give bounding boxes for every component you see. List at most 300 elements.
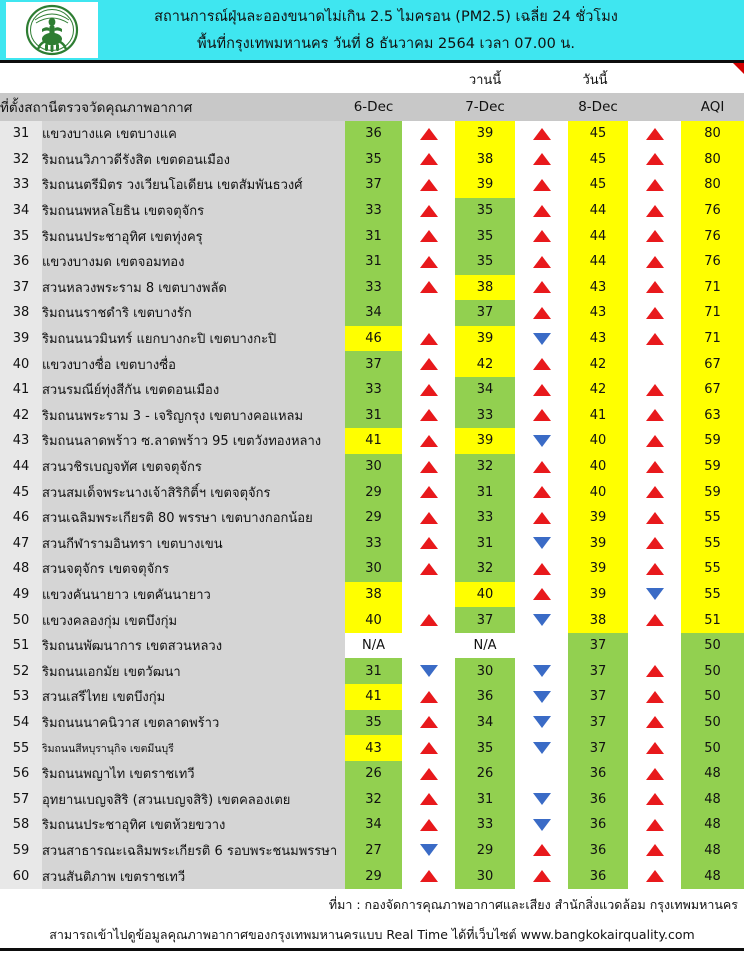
column-header-aqi: AQI bbox=[681, 93, 744, 121]
trend-up-icon bbox=[420, 333, 438, 345]
value-day1: N/A bbox=[345, 633, 402, 659]
station-name: สวนสันติภาพ เขตราชเทวี bbox=[42, 863, 345, 889]
trend-down-icon bbox=[533, 691, 551, 703]
trend-down-icon bbox=[533, 742, 551, 754]
row-index: 55 bbox=[0, 735, 42, 761]
trend-up-icon bbox=[533, 281, 551, 293]
column-header-day2: 7-Dec bbox=[455, 93, 515, 121]
value-day2: 39 bbox=[455, 428, 515, 454]
trend-down-icon bbox=[533, 537, 551, 549]
value-day1: 31 bbox=[345, 249, 402, 275]
value-day2: 30 bbox=[455, 863, 515, 889]
value-day1: 43 bbox=[345, 735, 402, 761]
arrow-day3-to-aqi bbox=[628, 454, 681, 480]
trend-up-icon bbox=[646, 179, 664, 191]
row-index: 41 bbox=[0, 377, 42, 403]
value-aqi: 80 bbox=[681, 147, 744, 173]
trend-up-icon bbox=[646, 768, 664, 780]
arrow-day1-to-day2 bbox=[402, 147, 455, 173]
arrow-day3-to-aqi bbox=[628, 223, 681, 249]
footer-website: สามารถเข้าไปดูข้อมูลคุณภาพอากาศของกรุงเทพมหานครแบบ Real Time ได้ที่เว็บไซต์ www.bangkokairquality.com bbox=[49, 926, 695, 942]
row-index: 49 bbox=[0, 582, 42, 608]
value-aqi: 50 bbox=[681, 684, 744, 710]
arrow-day2-to-day3 bbox=[515, 249, 568, 275]
trend-up-icon bbox=[420, 205, 438, 217]
trend-up-icon bbox=[533, 870, 551, 882]
value-aqi: 71 bbox=[681, 300, 744, 326]
footer-source: ที่มา : กองจัดการคุณภาพอากาศและเสียง สำนักสิ่งแวดล้อม กรุงเทพมหานคร bbox=[328, 896, 738, 912]
arrow-day3-to-aqi bbox=[628, 838, 681, 864]
row-index: 51 bbox=[0, 633, 42, 659]
arrow-day2-to-day3 bbox=[515, 710, 568, 736]
trend-up-icon bbox=[533, 230, 551, 242]
arrow-day1-to-day2 bbox=[402, 607, 455, 633]
trend-up-icon bbox=[420, 563, 438, 575]
value-day1: 35 bbox=[345, 147, 402, 173]
station-name: แขวงคันนายาว เขตคันนายาว bbox=[42, 582, 345, 608]
trend-up-icon bbox=[646, 665, 664, 677]
table-row bbox=[0, 377, 744, 403]
trend-up-icon bbox=[533, 486, 551, 498]
arrow-day2-to-day3 bbox=[515, 812, 568, 838]
trend-up-icon bbox=[646, 333, 664, 345]
arrow-day2-to-day3 bbox=[515, 172, 568, 198]
bangkok-metropolitan-administration-seal-icon bbox=[22, 3, 82, 57]
arrow-day3-to-aqi bbox=[628, 658, 681, 684]
row-index: 60 bbox=[0, 863, 42, 889]
trend-up-icon bbox=[646, 230, 664, 242]
trend-up-icon bbox=[646, 512, 664, 524]
trend-up-icon bbox=[646, 614, 664, 626]
value-day3: 40 bbox=[568, 454, 628, 480]
row-index: 40 bbox=[0, 351, 42, 377]
trend-up-icon bbox=[420, 128, 438, 140]
value-day1: 33 bbox=[345, 377, 402, 403]
trend-down-icon bbox=[646, 588, 664, 600]
arrow-day2-to-day3 bbox=[515, 556, 568, 582]
arrow-day3-to-aqi bbox=[628, 275, 681, 301]
value-aqi: 48 bbox=[681, 812, 744, 838]
trend-up-icon bbox=[420, 358, 438, 370]
value-day2: 33 bbox=[455, 403, 515, 429]
value-day3: 43 bbox=[568, 275, 628, 301]
trend-up-icon bbox=[420, 537, 438, 549]
table-row bbox=[0, 403, 744, 429]
value-day2: 34 bbox=[455, 710, 515, 736]
trend-up-icon bbox=[533, 128, 551, 140]
arrow-day2-to-day3 bbox=[515, 863, 568, 889]
table-row bbox=[0, 786, 744, 812]
header-title-block bbox=[98, 0, 744, 60]
trend-up-icon bbox=[646, 307, 664, 319]
arrow-day1-to-day2 bbox=[402, 479, 455, 505]
arrow-day2-to-day3 bbox=[515, 633, 568, 659]
trend-up-icon bbox=[646, 435, 664, 447]
value-day1: 29 bbox=[345, 863, 402, 889]
arrow-day2-to-day3 bbox=[515, 505, 568, 531]
arrow-day2-to-day3 bbox=[515, 786, 568, 812]
value-day3: 42 bbox=[568, 377, 628, 403]
value-day3: 43 bbox=[568, 300, 628, 326]
value-day2: 30 bbox=[455, 658, 515, 684]
value-aqi: 67 bbox=[681, 351, 744, 377]
arrow-day3-to-aqi bbox=[628, 531, 681, 557]
arrow-day1-to-day2 bbox=[402, 735, 455, 761]
value-day3: 44 bbox=[568, 223, 628, 249]
trend-up-icon bbox=[420, 153, 438, 165]
arrow-day3-to-aqi bbox=[628, 633, 681, 659]
value-aqi: 50 bbox=[681, 633, 744, 659]
trend-up-icon bbox=[420, 409, 438, 421]
table-row bbox=[0, 351, 744, 377]
arrow-day1-to-day2 bbox=[402, 658, 455, 684]
value-day3: 36 bbox=[568, 786, 628, 812]
trend-up-icon bbox=[533, 307, 551, 319]
arrow-day3-to-aqi bbox=[628, 863, 681, 889]
value-day2: 26 bbox=[455, 761, 515, 787]
station-name: สวนสมเด็จพระนางเจ้าสิริกิติ์ฯ เขตจตุจักร bbox=[42, 479, 345, 505]
table-row bbox=[0, 275, 744, 301]
station-name: แขวงบางซื่อ เขตบางซื่อ bbox=[42, 351, 345, 377]
arrow-day2-to-day3 bbox=[515, 838, 568, 864]
trend-up-icon bbox=[646, 870, 664, 882]
page-footer bbox=[0, 889, 744, 951]
arrow-day2-to-day3 bbox=[515, 300, 568, 326]
row-index: 48 bbox=[0, 556, 42, 582]
value-day2: 33 bbox=[455, 812, 515, 838]
arrow-day1-to-day2 bbox=[402, 275, 455, 301]
station-name: ริมถนนนาคนิวาส เขตลาดพร้าว bbox=[42, 710, 345, 736]
value-aqi: 48 bbox=[681, 761, 744, 787]
value-day1: 30 bbox=[345, 454, 402, 480]
arrow-day3-to-aqi bbox=[628, 479, 681, 505]
arrow-day3-to-aqi bbox=[628, 812, 681, 838]
station-name: สวนเสรีไทย เขตบึงกุ่ม bbox=[42, 684, 345, 710]
row-index: 38 bbox=[0, 300, 42, 326]
trend-up-icon bbox=[420, 691, 438, 703]
trend-up-icon bbox=[646, 819, 664, 831]
value-day1: 29 bbox=[345, 505, 402, 531]
trend-down-icon bbox=[533, 819, 551, 831]
trend-up-icon bbox=[533, 384, 551, 396]
value-day3: 44 bbox=[568, 198, 628, 224]
value-day3: 44 bbox=[568, 249, 628, 275]
station-name: ริมถนนพญาไท เขตราชเทวี bbox=[42, 761, 345, 787]
arrow-day2-to-day3 bbox=[515, 377, 568, 403]
arrow-day3-to-aqi bbox=[628, 710, 681, 736]
value-aqi: 48 bbox=[681, 838, 744, 864]
table-row bbox=[0, 121, 744, 147]
value-day3: 39 bbox=[568, 531, 628, 557]
value-aqi: 51 bbox=[681, 607, 744, 633]
arrow-day1-to-day2 bbox=[402, 428, 455, 454]
trend-up-icon bbox=[646, 716, 664, 728]
trend-up-icon bbox=[646, 742, 664, 754]
arrow-day1-to-day2 bbox=[402, 812, 455, 838]
arrow-day1-to-day2 bbox=[402, 121, 455, 147]
station-name: สวนหลวงพระราม 8 เขตบางพลัด bbox=[42, 275, 345, 301]
arrow-day2-to-day3 bbox=[515, 326, 568, 352]
station-name: ริมถนนพระราม 3 - เจริญกรุง เขตบางคอแหลม bbox=[42, 403, 345, 429]
trend-up-icon bbox=[646, 153, 664, 165]
value-day1: 36 bbox=[345, 121, 402, 147]
station-name: ริมถนนราชดำริ เขตบางรัก bbox=[42, 300, 345, 326]
trend-up-icon bbox=[420, 281, 438, 293]
value-day2: 32 bbox=[455, 556, 515, 582]
arrow-day2-to-day3 bbox=[515, 735, 568, 761]
value-day2: 37 bbox=[455, 300, 515, 326]
station-name: สวนจตุจักร เขตจตุจักร bbox=[42, 556, 345, 582]
arrow-day1-to-day2 bbox=[402, 198, 455, 224]
trend-up-icon bbox=[533, 358, 551, 370]
arrow-day1-to-day2 bbox=[402, 300, 455, 326]
row-index: 36 bbox=[0, 249, 42, 275]
value-aqi: 50 bbox=[681, 658, 744, 684]
trend-up-icon bbox=[533, 844, 551, 856]
trend-up-icon bbox=[646, 563, 664, 575]
trend-up-icon bbox=[420, 512, 438, 524]
trend-up-icon bbox=[533, 563, 551, 575]
value-aqi: 71 bbox=[681, 275, 744, 301]
table-row bbox=[0, 147, 744, 173]
arrow-day3-to-aqi bbox=[628, 607, 681, 633]
value-day3: 37 bbox=[568, 710, 628, 736]
table-row bbox=[0, 531, 744, 557]
value-day3: 37 bbox=[568, 633, 628, 659]
value-day2: 35 bbox=[455, 249, 515, 275]
value-day1: 29 bbox=[345, 479, 402, 505]
arrow-day3-to-aqi bbox=[628, 147, 681, 173]
arrow-day3-to-aqi bbox=[628, 403, 681, 429]
value-day3: 36 bbox=[568, 812, 628, 838]
value-day2: 38 bbox=[455, 275, 515, 301]
value-day1: 37 bbox=[345, 351, 402, 377]
trend-up-icon bbox=[533, 409, 551, 421]
station-name: สวนวชิรเบญจทัศ เขตจตุจักร bbox=[42, 454, 345, 480]
arrow-day3-to-aqi bbox=[628, 786, 681, 812]
table-row bbox=[0, 556, 744, 582]
trend-up-icon bbox=[533, 205, 551, 217]
value-day1: 31 bbox=[345, 403, 402, 429]
station-name: สวนกีฬารามอินทรา เขตบางเขน bbox=[42, 531, 345, 557]
row-index: 52 bbox=[0, 658, 42, 684]
value-day1: 41 bbox=[345, 684, 402, 710]
row-index: 54 bbox=[0, 710, 42, 736]
table-row bbox=[0, 172, 744, 198]
trend-up-icon bbox=[533, 461, 551, 473]
station-name: แขวงบางแค เขตบางแค bbox=[42, 121, 345, 147]
arrow-day1-to-day2 bbox=[402, 582, 455, 608]
table-row bbox=[0, 735, 744, 761]
table-row bbox=[0, 198, 744, 224]
arrow-day1-to-day2 bbox=[402, 454, 455, 480]
value-day1: 37 bbox=[345, 172, 402, 198]
arrow-day1-to-day2 bbox=[402, 377, 455, 403]
arrow-day3-to-aqi bbox=[628, 761, 681, 787]
row-index: 59 bbox=[0, 838, 42, 864]
table-row bbox=[0, 479, 744, 505]
value-day3: 45 bbox=[568, 121, 628, 147]
station-name: ริมถนนเอกมัย เขตวัฒนา bbox=[42, 658, 345, 684]
value-aqi: 76 bbox=[681, 198, 744, 224]
value-aqi: 80 bbox=[681, 172, 744, 198]
value-day1: 40 bbox=[345, 607, 402, 633]
trend-up-icon bbox=[420, 614, 438, 626]
table-row bbox=[0, 761, 744, 787]
value-aqi: 50 bbox=[681, 735, 744, 761]
table-body bbox=[0, 121, 744, 889]
arrow-day3-to-aqi bbox=[628, 326, 681, 352]
page-title-line1: สถานการณ์ฝุ่นละอองขนาดไม่เกิน 2.5 ไมครอน (PM2.5) เฉลี่ย 24 ชั่วโมง bbox=[154, 9, 618, 25]
trend-up-icon bbox=[646, 461, 664, 473]
arrow-day2-to-day3 bbox=[515, 454, 568, 480]
page-title-line2: พื้นที่กรุงเทพมหานคร วันที่ 8 ธันวาคม 2564 เวลา 07.00 น. bbox=[197, 36, 575, 52]
value-day1: 27 bbox=[345, 838, 402, 864]
value-aqi: 55 bbox=[681, 505, 744, 531]
arrow-day1-to-day2 bbox=[402, 838, 455, 864]
trend-down-icon bbox=[533, 435, 551, 447]
trend-up-icon bbox=[420, 230, 438, 242]
trend-up-icon bbox=[420, 461, 438, 473]
arrow-day3-to-aqi bbox=[628, 249, 681, 275]
arrow-day2-to-day3 bbox=[515, 223, 568, 249]
trend-up-icon bbox=[646, 384, 664, 396]
arrow-day1-to-day2 bbox=[402, 684, 455, 710]
value-day1: 33 bbox=[345, 531, 402, 557]
arrow-day2-to-day3 bbox=[515, 351, 568, 377]
trend-up-icon bbox=[533, 179, 551, 191]
trend-down-icon bbox=[533, 614, 551, 626]
label-today: วันนี้ bbox=[582, 73, 608, 88]
arrow-day1-to-day2 bbox=[402, 172, 455, 198]
value-day1: 30 bbox=[345, 556, 402, 582]
value-day1: 31 bbox=[345, 658, 402, 684]
trend-up-icon bbox=[646, 793, 664, 805]
trend-up-icon bbox=[533, 512, 551, 524]
value-aqi: 80 bbox=[681, 121, 744, 147]
row-index: 42 bbox=[0, 403, 42, 429]
row-index: 31 bbox=[0, 121, 42, 147]
value-day2: 35 bbox=[455, 223, 515, 249]
trend-up-icon bbox=[533, 153, 551, 165]
table-row bbox=[0, 326, 744, 352]
row-index: 39 bbox=[0, 326, 42, 352]
column-header-day1: 6-Dec bbox=[345, 93, 402, 121]
footer-rule bbox=[0, 948, 744, 951]
arrow-day2-to-day3 bbox=[515, 147, 568, 173]
trend-down-icon bbox=[420, 665, 438, 677]
trend-up-icon bbox=[420, 716, 438, 728]
value-day1: 33 bbox=[345, 275, 402, 301]
row-index: 57 bbox=[0, 786, 42, 812]
value-aqi: 71 bbox=[681, 326, 744, 352]
value-day3: 39 bbox=[568, 505, 628, 531]
value-aqi: 48 bbox=[681, 863, 744, 889]
value-day3: 42 bbox=[568, 351, 628, 377]
arrow-day3-to-aqi bbox=[628, 300, 681, 326]
station-name: ริมถนนนวมินทร์ แยกบางกะปิ เขตบางกะปิ bbox=[42, 326, 345, 352]
arrow-day1-to-day2 bbox=[402, 531, 455, 557]
value-day2: 42 bbox=[455, 351, 515, 377]
arrow-day1-to-day2 bbox=[402, 403, 455, 429]
value-day1: 34 bbox=[345, 812, 402, 838]
station-name: แขวงคลองกุ่ม เขตบึงกุ่ม bbox=[42, 607, 345, 633]
table-row bbox=[0, 710, 744, 736]
trend-up-icon bbox=[646, 256, 664, 268]
row-index: 33 bbox=[0, 172, 42, 198]
trend-up-icon bbox=[420, 793, 438, 805]
table-row bbox=[0, 863, 744, 889]
station-name: แขวงบางมด เขตจอมทอง bbox=[42, 249, 345, 275]
value-day3: 39 bbox=[568, 582, 628, 608]
row-index: 56 bbox=[0, 761, 42, 787]
arrow-day2-to-day3 bbox=[515, 582, 568, 608]
value-day1: 33 bbox=[345, 198, 402, 224]
value-day2: 39 bbox=[455, 172, 515, 198]
value-day2: 31 bbox=[455, 786, 515, 812]
arrow-day1-to-day2 bbox=[402, 761, 455, 787]
value-aqi: 59 bbox=[681, 454, 744, 480]
value-day3: 37 bbox=[568, 684, 628, 710]
arrow-day2-to-day3 bbox=[515, 403, 568, 429]
value-day3: 40 bbox=[568, 428, 628, 454]
table-row bbox=[0, 633, 744, 659]
table-row bbox=[0, 223, 744, 249]
trend-down-icon bbox=[420, 844, 438, 856]
value-day3: 43 bbox=[568, 326, 628, 352]
arrow-day1-to-day2 bbox=[402, 556, 455, 582]
table-row bbox=[0, 607, 744, 633]
label-yesterday: วานนี้ bbox=[468, 73, 502, 88]
arrow-day2-to-day3 bbox=[515, 428, 568, 454]
value-day2: 33 bbox=[455, 505, 515, 531]
value-aqi: 67 bbox=[681, 377, 744, 403]
trend-up-icon bbox=[646, 691, 664, 703]
trend-up-icon bbox=[420, 486, 438, 498]
arrow-day1-to-day2 bbox=[402, 326, 455, 352]
arrow-day3-to-aqi bbox=[628, 684, 681, 710]
value-day2: 35 bbox=[455, 735, 515, 761]
bma-logo bbox=[6, 2, 98, 58]
row-index: 58 bbox=[0, 812, 42, 838]
trend-up-icon bbox=[646, 844, 664, 856]
table-header-row bbox=[0, 93, 744, 121]
value-aqi: 55 bbox=[681, 582, 744, 608]
value-day2: 38 bbox=[455, 147, 515, 173]
value-day2: 40 bbox=[455, 582, 515, 608]
value-day2: 35 bbox=[455, 198, 515, 224]
arrow-day3-to-aqi bbox=[628, 198, 681, 224]
arrow-day2-to-day3 bbox=[515, 275, 568, 301]
value-day2: 39 bbox=[455, 326, 515, 352]
row-index: 35 bbox=[0, 223, 42, 249]
value-day2: 31 bbox=[455, 479, 515, 505]
value-aqi: 63 bbox=[681, 403, 744, 429]
value-day1: 31 bbox=[345, 223, 402, 249]
trend-up-icon bbox=[420, 435, 438, 447]
trend-up-icon bbox=[646, 486, 664, 498]
value-day1: 32 bbox=[345, 786, 402, 812]
station-name: ริมถนนประชาอุทิศ เขตทุ่งครุ bbox=[42, 223, 345, 249]
value-day3: 36 bbox=[568, 838, 628, 864]
value-day2: N/A bbox=[455, 633, 515, 659]
value-day1: 35 bbox=[345, 710, 402, 736]
value-day3: 36 bbox=[568, 863, 628, 889]
value-day3: 39 bbox=[568, 556, 628, 582]
arrow-day1-to-day2 bbox=[402, 505, 455, 531]
value-aqi: 50 bbox=[681, 710, 744, 736]
value-aqi: 59 bbox=[681, 479, 744, 505]
